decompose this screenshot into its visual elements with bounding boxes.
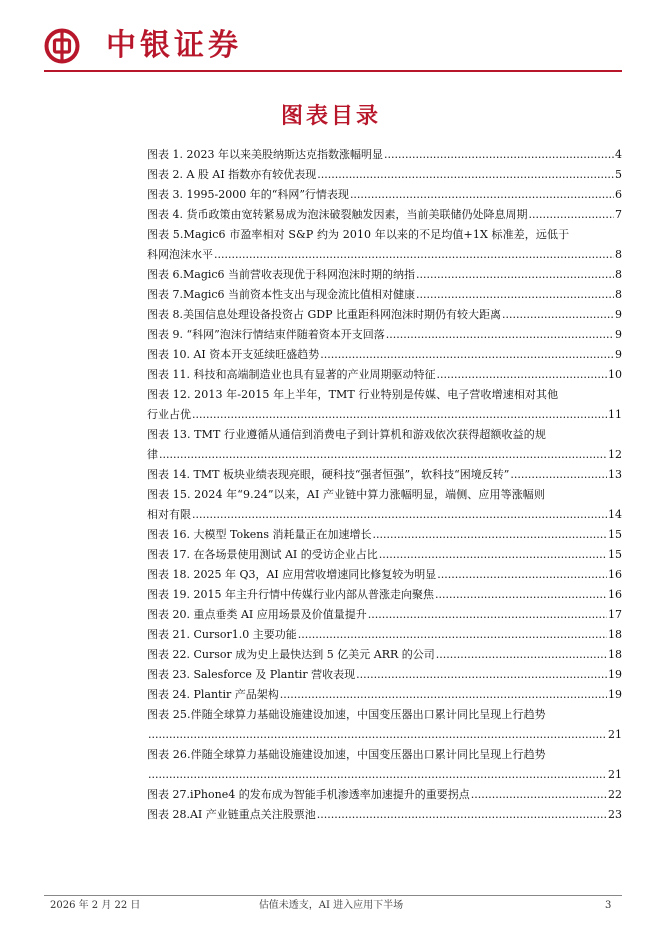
toc-entry-title: 图表 9. “科网”泡沫行情结束伴随着资本开支回落 bbox=[147, 328, 385, 341]
toc-entry-15[interactable] bbox=[147, 485, 622, 525]
dot-leader bbox=[350, 185, 614, 205]
dot-leader bbox=[159, 445, 607, 465]
toc-entry-24[interactable] bbox=[147, 685, 622, 705]
toc-entry-6[interactable] bbox=[147, 265, 622, 285]
dot-leader bbox=[192, 505, 607, 525]
toc-entry-3[interactable] bbox=[147, 185, 622, 205]
toc-entry-10[interactable] bbox=[147, 345, 622, 365]
dot-leader bbox=[416, 285, 614, 305]
toc-entry-page: 16 bbox=[608, 568, 622, 581]
toc-entry-page: 8 bbox=[615, 248, 622, 261]
dot-leader bbox=[317, 805, 607, 825]
toc-entry-title: 图表 2. A 股 AI 指数亦有较优表现 bbox=[147, 168, 317, 181]
toc-entry-page: 15 bbox=[608, 528, 622, 541]
dot-leader bbox=[280, 685, 607, 705]
dot-leader bbox=[436, 645, 607, 665]
toc-entry-title: 图表 23. Salesforce 及 Plantir 营收表现 bbox=[147, 668, 356, 681]
toc-entry-page: 11 bbox=[608, 408, 622, 421]
toc-entry-page: 19 bbox=[608, 668, 622, 681]
toc-entry-page: 18 bbox=[608, 628, 622, 641]
footer-page-number: 3 bbox=[605, 900, 612, 911]
bank-of-china-logo-icon bbox=[44, 28, 80, 64]
toc-entry-title: 图表 21. Cursor1.0 主要功能 bbox=[147, 628, 297, 641]
toc-entry-12[interactable] bbox=[147, 385, 622, 425]
toc-entry-title: 行业占优 bbox=[147, 408, 191, 421]
toc-entry-5[interactable] bbox=[147, 225, 622, 265]
dot-leader bbox=[320, 345, 614, 365]
toc-entry-title-line: 图表 5.Magic6 市盈率相对 S&P 约为 2010 年以来的不足均值+1X 标准差，远低于 bbox=[147, 228, 570, 241]
toc-entry-27[interactable] bbox=[147, 785, 622, 805]
toc-entry-title-line: 图表 25.伴随全球算力基础设施建设加速，中国变压器出口累计同比呈现上行趋势 bbox=[147, 708, 546, 721]
toc-entry-28[interactable] bbox=[147, 805, 622, 825]
toc-entry-9[interactable] bbox=[147, 325, 622, 345]
toc-entry-title: 图表 24. Plantir 产品架构 bbox=[147, 688, 279, 701]
dot-leader bbox=[148, 765, 607, 785]
toc-entry-page: 9 bbox=[615, 348, 622, 361]
dot-leader bbox=[356, 665, 607, 685]
toc-entry-title: 图表 6.Magic6 当前营收表现优于科网泡沫时期的纳指 bbox=[147, 268, 416, 281]
toc-entry-page: 15 bbox=[608, 548, 622, 561]
toc-entry-2[interactable] bbox=[147, 165, 622, 185]
dot-leader bbox=[529, 205, 615, 225]
footer-rule bbox=[44, 895, 622, 896]
toc-entry-title: 图表 14. TMT 板块业绩表现亮眼，硬科技“强者恒强”，软科技“困境反转” bbox=[147, 468, 510, 481]
toc-entry-page: 16 bbox=[608, 588, 622, 601]
toc-entry-title: 图表 8.美国信息处理设备投资占 GDP 比重距科网泡沫时期仍有较大距离 bbox=[147, 308, 501, 321]
dot-leader bbox=[502, 305, 614, 325]
toc-entry-title: 图表 7.Magic6 当前资本性支出与现金流比值相对健康 bbox=[147, 288, 416, 301]
toc-entry-title: 图表 27.iPhone4 的发布成为智能手机渗透率加速提升的重要拐点 bbox=[147, 788, 470, 801]
toc-entry-16[interactable] bbox=[147, 525, 622, 545]
toc-entry-title: 图表 1. 2023 年以来美股纳斯达克指数涨幅明显 bbox=[147, 148, 383, 161]
toc-entry-title-line: 图表 26.伴随全球算力基础设施建设加速，中国变压器出口累计同比呈现上行趋势 bbox=[147, 748, 546, 761]
dot-leader bbox=[437, 565, 607, 585]
toc-entry-page: 8 bbox=[615, 268, 622, 281]
dot-leader bbox=[298, 625, 607, 645]
toc-entry-18[interactable] bbox=[147, 565, 622, 585]
toc-entry-21[interactable] bbox=[147, 625, 622, 645]
toc-entry-8[interactable] bbox=[147, 305, 622, 325]
toc-entry-23[interactable] bbox=[147, 665, 622, 685]
toc-entry-page: 19 bbox=[608, 688, 622, 701]
dot-leader bbox=[368, 605, 607, 625]
toc-entry-1[interactable] bbox=[147, 145, 622, 165]
footer-date: 2026 年 2 月 22 日 bbox=[50, 900, 141, 911]
dot-leader bbox=[192, 405, 607, 425]
dot-leader bbox=[317, 165, 614, 185]
toc-entry-title-line: 图表 12. 2013 年-2015 年上半年，TMT 行业特别是传媒、电子营收增速相对其他 bbox=[147, 388, 559, 401]
page-header bbox=[0, 0, 662, 80]
toc-entry-title-line: 图表 13. TMT 行业遵循从通信到消费电子到计算机和游戏依次获得超额收益的规 bbox=[147, 428, 546, 441]
toc-entry-page: 7 bbox=[615, 208, 622, 221]
toc-entry-title: 图表 11. 科技和高端制造业也具有显著的产业周期驱动特征 bbox=[147, 368, 436, 381]
toc-entry-title: 图表 10. AI 资本开支延续旺盛趋势 bbox=[147, 348, 320, 361]
toc-entry-title: 图表 4. 货币政策由宽转紧易成为泡沫破裂触发因素，当前美联储仍处降息周期 bbox=[147, 208, 528, 221]
toc-entry-19[interactable] bbox=[147, 585, 622, 605]
toc-entry-page: 14 bbox=[608, 508, 622, 521]
dot-leader bbox=[471, 785, 607, 805]
toc-entry-title: 相对有限 bbox=[147, 508, 191, 521]
toc-entry-title: 图表 16. 大模型 Tokens 消耗量正在加速增长 bbox=[147, 528, 372, 541]
dot-leader bbox=[510, 465, 607, 485]
dot-leader bbox=[386, 325, 614, 345]
toc-entry-title: 科网泡沫水平 bbox=[147, 248, 213, 261]
toc-entry-7[interactable] bbox=[147, 285, 622, 305]
toc-entry-4[interactable] bbox=[147, 205, 622, 225]
toc-entry-25[interactable] bbox=[147, 705, 622, 745]
toc-entry-page: 21 bbox=[608, 768, 622, 781]
dot-leader bbox=[379, 545, 607, 565]
toc-entry-page: 12 bbox=[608, 448, 622, 461]
figure-toc-list bbox=[147, 145, 622, 825]
dot-leader bbox=[148, 725, 607, 745]
toc-entry-title: 图表 22. Cursor 成为史上最快达到 5 亿美元 ARR 的公司 bbox=[147, 648, 435, 661]
toc-entry-11[interactable] bbox=[147, 365, 622, 385]
dot-leader bbox=[416, 265, 614, 285]
toc-entry-title: 图表 3. 1995-2000 年的“科网”行情表现 bbox=[147, 188, 349, 201]
header-rule bbox=[44, 70, 622, 72]
toc-entry-page: 6 bbox=[615, 188, 622, 201]
toc-entry-page: 4 bbox=[615, 148, 622, 161]
toc-entry-page: 17 bbox=[608, 608, 622, 621]
toc-entry-title-line: 图表 15. 2024 年“9.24”以来，AI 产业链中算力涨幅明显，端侧、应用等涨幅则 bbox=[147, 488, 546, 501]
toc-entry-title: 图表 18. 2025 年 Q3，AI 应用营收增速同比修复较为明显 bbox=[147, 568, 437, 581]
dot-leader bbox=[384, 145, 614, 165]
toc-entry-title: 图表 20. 重点垂类 AI 应用场景及价值量提升 bbox=[147, 608, 367, 621]
toc-entry-page: 23 bbox=[608, 808, 622, 821]
toc-entry-page: 21 bbox=[608, 728, 622, 741]
dot-leader bbox=[373, 525, 608, 545]
toc-entry-page: 5 bbox=[615, 168, 622, 181]
toc-entry-title: 图表 17. 在各场景使用测试 AI 的受访企业占比 bbox=[147, 548, 378, 561]
toc-entry-page: 10 bbox=[608, 368, 622, 381]
toc-entry-14[interactable] bbox=[147, 465, 622, 485]
dot-leader bbox=[437, 365, 608, 385]
toc-entry-page: 13 bbox=[608, 468, 622, 481]
toc-entry-26[interactable] bbox=[147, 745, 622, 785]
toc-entry-22[interactable] bbox=[147, 645, 622, 665]
toc-entry-17[interactable] bbox=[147, 545, 622, 565]
toc-title: 图表目录 bbox=[280, 104, 381, 129]
toc-entry-title: 律 bbox=[147, 448, 158, 461]
brand-name: 中银证券 bbox=[106, 28, 242, 63]
dot-leader bbox=[435, 585, 607, 605]
dot-leader bbox=[214, 245, 614, 265]
toc-entry-title: 图表 28.AI 产业链重点关注股票池 bbox=[147, 808, 316, 821]
toc-entry-page: 22 bbox=[608, 788, 622, 801]
toc-entry-page: 18 bbox=[608, 648, 622, 661]
toc-entry-page: 9 bbox=[615, 308, 622, 321]
toc-entry-page: 9 bbox=[615, 328, 622, 341]
toc-entry-13[interactable] bbox=[147, 425, 622, 465]
toc-entry-20[interactable] bbox=[147, 605, 622, 625]
footer-report-title: 估值未透支，AI 进入应用下半场 bbox=[258, 900, 404, 911]
toc-entry-title: 图表 19. 2015 年主升行情中传媒行业内部从普涨走向聚焦 bbox=[147, 588, 434, 601]
toc-entry-page: 8 bbox=[615, 288, 622, 301]
